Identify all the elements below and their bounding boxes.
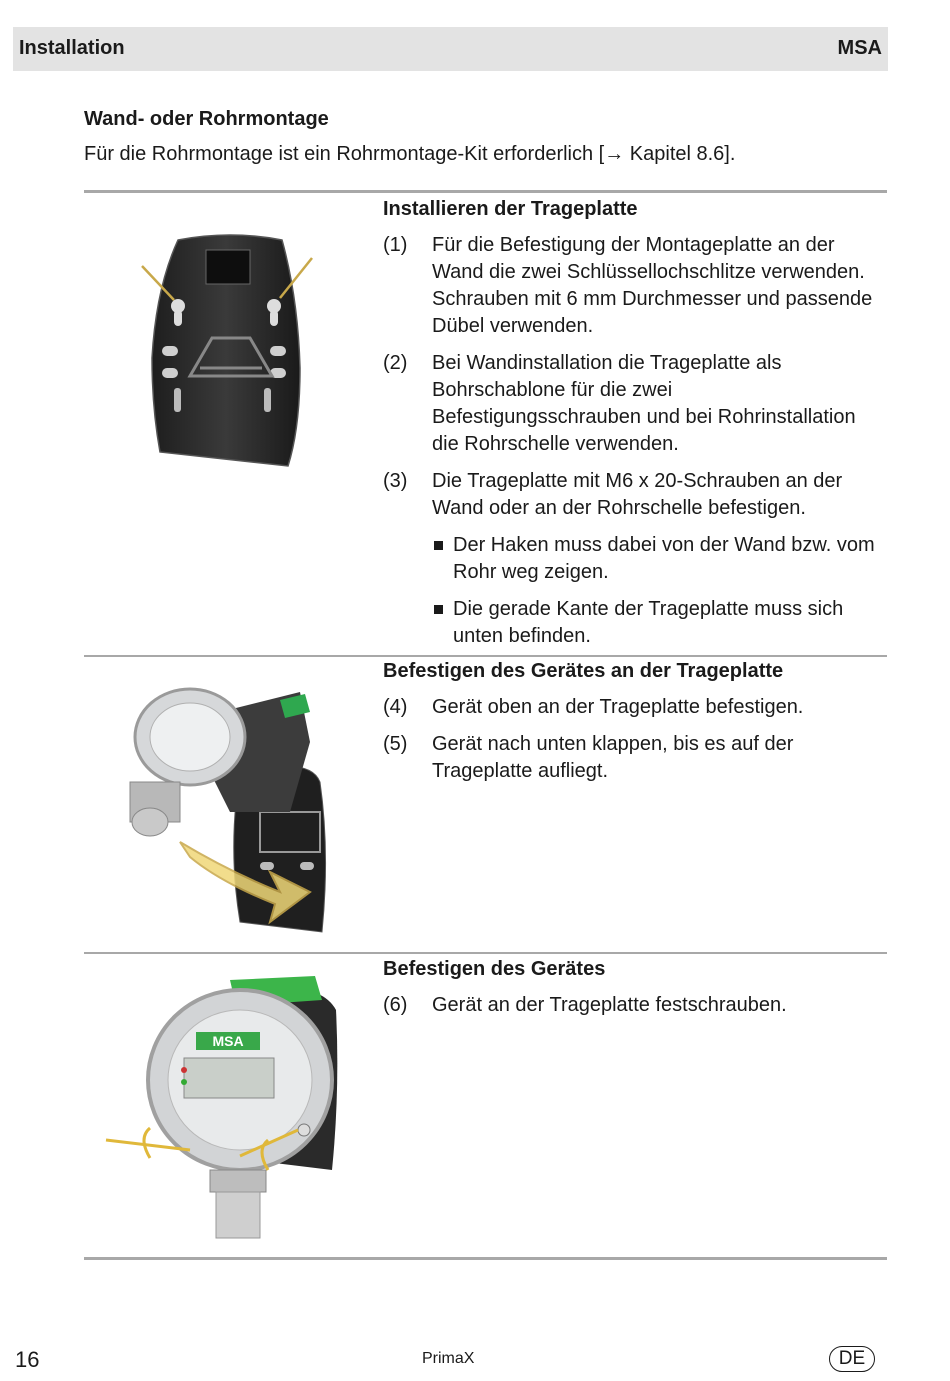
divider (84, 190, 887, 193)
step-text: Die Trageplatte mit M6 x 20-Schrauben an der Wand oder an der Rohrschelle befestigen. (432, 470, 843, 519)
step-item (383, 468, 883, 522)
header-section-title: Installation (19, 37, 125, 59)
step-text: Gerät oben an der Trageplatte befestigen. (432, 696, 804, 718)
bullet-text: Der Haken muss dabei von der Wand bzw. vom Rohr weg zeigen. (453, 534, 875, 583)
section-intro: Für die Rohrmontage ist ein Rohrmontage-Kit erforderlich [→ Kapitel 8.6]. (84, 143, 736, 165)
page-number: 16 (15, 1347, 40, 1372)
page-header (13, 27, 888, 71)
step-text: Gerät an der Trageplatte festschrauben. (432, 994, 787, 1016)
step-text: Für die Befestigung der Montageplatte an der Wand die zwei Schlüssellochschlitze verwenden. Schrauben mit 6 mm Durchmesser und passende Dübel verwenden. (432, 234, 873, 337)
block-install-plate (383, 196, 883, 660)
device-fasten-figure (100, 970, 350, 1242)
bullet-item (432, 596, 883, 650)
step-number: (2) (383, 352, 408, 374)
device-attach-figure (110, 672, 350, 947)
step-number: (6) (383, 994, 408, 1016)
bullet-text: Die gerade Kante der Trageplatte muss sich unten befinden. (453, 598, 844, 647)
block-heading: Installieren der Trageplatte (383, 198, 638, 220)
step-item (383, 350, 883, 458)
section-title: Wand- oder Rohrmontage (84, 108, 329, 130)
step-number: (1) (383, 234, 408, 256)
block-fasten-device (383, 956, 883, 1029)
mounting-plate-figure (130, 228, 330, 478)
svg-text:MSA: MSA (212, 1033, 244, 1049)
block-heading: Befestigen des Gerätes an der Trageplatte (383, 660, 784, 682)
step-item (383, 694, 883, 721)
divider (84, 1257, 887, 1260)
bullet-square-icon (434, 605, 443, 614)
step-item (383, 992, 883, 1019)
step-number: (3) (383, 470, 408, 492)
block-attach-device (383, 658, 883, 795)
bullet-square-icon (434, 541, 443, 550)
footer-product-name: PrimaX (422, 1350, 475, 1367)
block-heading: Befestigen des Gerätes (383, 958, 606, 980)
step-text: Bei Wandinstallation die Trageplatte als Bohrschablone für die zwei Befestigungsschrauben und bei Rohrinstallation die Rohrschelle verwenden. (432, 352, 856, 455)
step-text: Gerät nach unten klappen, bis es auf der Trageplatte aufliegt. (432, 733, 794, 782)
header-brand: MSA (837, 37, 882, 59)
language-badge: DE (829, 1346, 875, 1372)
divider (84, 655, 887, 657)
divider (84, 952, 887, 954)
step-number: (4) (383, 696, 408, 718)
bullet-item (432, 532, 883, 586)
step-number: (5) (383, 733, 408, 755)
step-item (383, 232, 883, 340)
step-item (383, 731, 883, 785)
